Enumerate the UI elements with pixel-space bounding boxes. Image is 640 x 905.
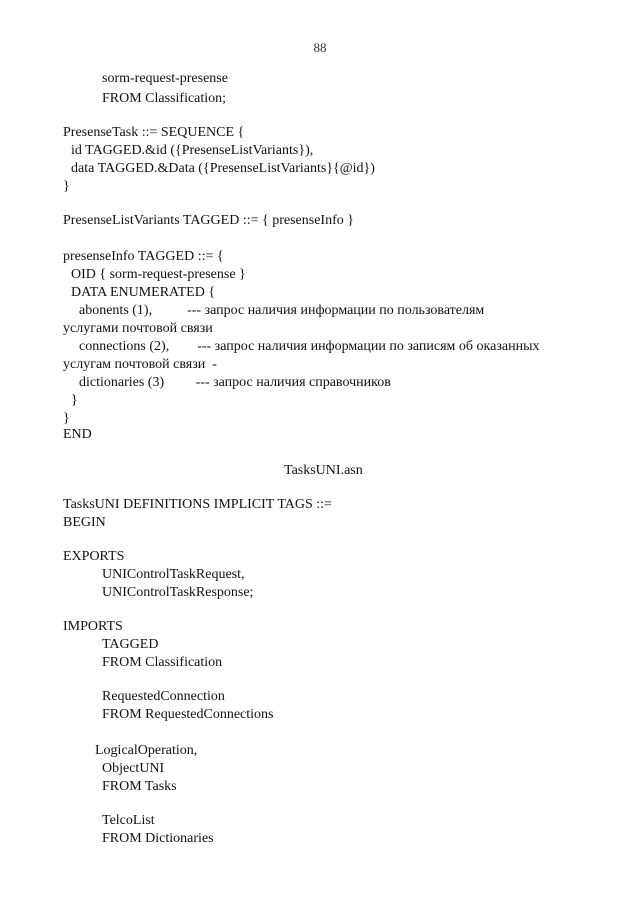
code-line: UNIControlTaskRequest, xyxy=(102,567,245,582)
code-line: EXPORTS xyxy=(63,549,125,564)
code-line: UNIControlTaskResponse; xyxy=(102,585,254,600)
code-line: abonents (1), --- запрос наличия информации по пользователям xyxy=(79,303,485,318)
code-line: LogicalOperation, xyxy=(95,743,198,758)
code-line: } xyxy=(71,393,78,408)
code-line: DATA ENUMERATED { xyxy=(71,285,216,300)
code-line: ObjectUNI xyxy=(102,761,165,776)
code-line: TasksUNI DEFINITIONS IMPLICIT TAGS ::= xyxy=(63,497,332,512)
code-line: OID { sorm-request-presense } xyxy=(71,267,246,282)
code-line: PresenseTask ::= SEQUENCE { xyxy=(63,125,245,140)
code-line: TAGGED xyxy=(102,637,159,652)
code-line: RequestedConnection xyxy=(102,689,225,704)
code-line: connections (2), --- запрос наличия информации по записям об оказанных xyxy=(79,339,540,354)
code-line: FROM Classification xyxy=(102,655,223,670)
code-line: presenseInfo TAGGED ::= { xyxy=(63,249,224,264)
code-line: услугам почтовой связи - xyxy=(63,357,217,372)
code-line: услугами почтовой связи xyxy=(63,321,213,336)
code-line: } xyxy=(63,411,70,426)
page-number: 88 xyxy=(313,40,327,55)
code-line: data TAGGED.&Data ({PresenseListVariants}{@id}) xyxy=(71,161,375,176)
code-line: PresenseListVariants TAGGED ::= { presenseInfo } xyxy=(63,213,354,228)
code-line: FROM Tasks xyxy=(102,779,177,794)
code-line: id TAGGED.&id ({PresenseListVariants}), xyxy=(71,143,314,158)
code-line: IMPORTS xyxy=(63,619,123,634)
code-line: dictionaries (3) --- запрос наличия справочников xyxy=(79,375,391,390)
code-line: END xyxy=(63,427,92,442)
code-line: } xyxy=(63,179,70,194)
code-line: sorm-request-presense xyxy=(102,71,228,86)
code-line: FROM RequestedConnections xyxy=(102,707,274,722)
code-line: BEGIN xyxy=(63,515,106,530)
section-title: TasksUNI.asn xyxy=(284,463,363,478)
code-line: TelcoList xyxy=(102,813,155,828)
code-line: FROM Dictionaries xyxy=(102,831,214,846)
code-line: FROM Classification; xyxy=(102,91,227,106)
